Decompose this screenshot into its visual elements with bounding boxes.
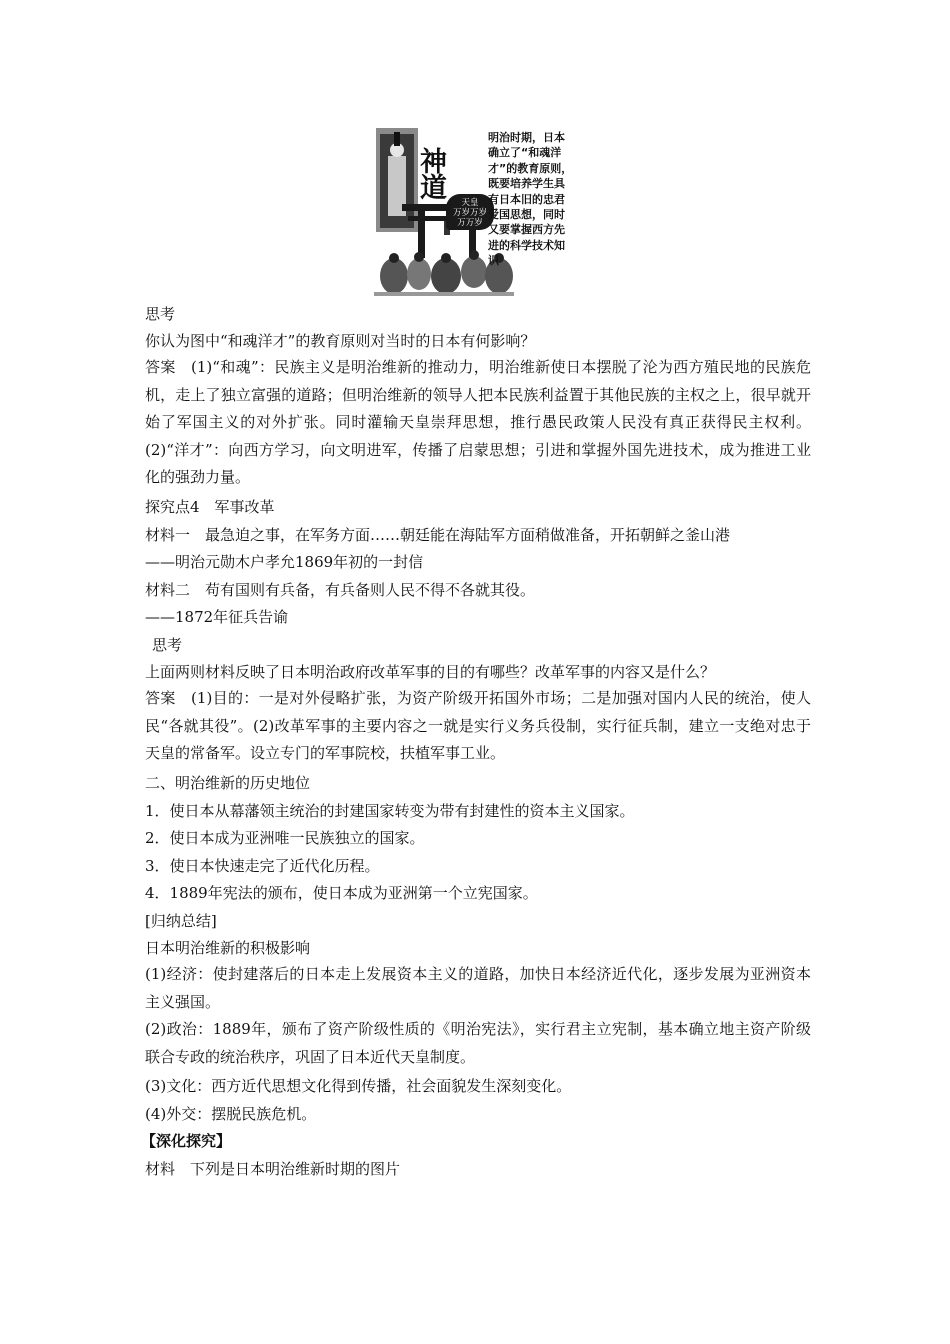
summary-economy: (1)经济：使封建落后的日本走上发展资本主义的道路，加快日本经济近代化，逐步发展为亚洲资本主义强国。 (145, 965, 811, 1011)
bubble-line: 万岁万岁 (452, 208, 487, 218)
material-one-source: ——明治元勋木户孝允1869年初的一封信 (145, 553, 424, 571)
summary-title: 日本明治维新的积极影响 (145, 939, 311, 957)
point4-answer: 答案 (1)目的：一是对外侵略扩张，为资产阶级开拓国外市场；二是加强对国内人民的统治，使人民“各就其役”。(2)改革军事的主要内容之一就是实行义务兵役制，实行征兵制，建立一支绝对忠于天皇的常备军。设立专门的军事院校，扶植军事工业。 (145, 689, 811, 763)
think-answer: 答案 (1)“和魂”：民族主义是明治维新的推动力，明治维新使日本摆脱了沦为西方殖民地的民族危机，走上了独立富强的道路；但明治维新的领导人把本民族利益置于其他民族的主权之上，很早就开始了军国主义的对外扩张。同时灌输天皇崇拜思想，推行愚民政策人民没有真正获得民主权利。(2)“洋才”：向西方学习，向文明进军，传播了启蒙思想；引进和掌握外国先进技术，成为推进工业化的强劲力量。 (145, 358, 811, 487)
section2-item: 1．使日本从幕藩领主统治的封建国家转变为带有封建性的资本主义国家。 (145, 802, 635, 820)
think-question: 你认为图中“和魂洋才”的教育原则对当时的日本有何影响？ (145, 332, 536, 350)
deep-label: 【深化探究】 (141, 1132, 232, 1150)
section2-item: 4．1889年宪法的颁布，使日本成为亚洲第一个立宪国家。 (145, 884, 538, 902)
section2-item: 2．使日本成为亚洲唯一民族独立的国家。 (145, 829, 425, 847)
bubble-line: 万万岁 (457, 218, 483, 228)
material-one: 材料一 最急迫之事，在军务方面……朝廷能在海陆军方面稍做准备，开拓朝鲜之釜山港 (145, 526, 731, 544)
bubble-line: 天皇 (461, 198, 479, 208)
summary-diplomacy: (4)外交：摆脱民族危机。 (145, 1105, 317, 1123)
section2-item: 3．使日本快速走完了近代化历程。 (145, 857, 380, 875)
summary-politics: (2)政治：1889年，颁布了资产阶级性质的《明治宪法》，实行君主立宪制，基本确立地主资产阶级联合专政的统治秩序，巩固了日本近代天皇制度。 (145, 1020, 811, 1066)
material-two-source: ——1872年征兵告谕 (145, 608, 289, 626)
do-character: 道 (420, 173, 447, 204)
illustration-caption: 明治时期，日本确立了“和魂洋才”的教育原则，既要培养学生具有日本旧的忠君爱国思想，同时又要掌握西方先进的科学技术知识 (488, 131, 573, 268)
summary-label: [归纳总结] (145, 912, 217, 930)
think-label-2: 思考 (152, 636, 183, 654)
speech-bubble (446, 194, 494, 230)
point4-title: 探究点4 军事改革 (145, 498, 275, 516)
material-two: 材料二 苟有国则有兵备，有兵备则人民不得不各就其役。 (145, 581, 536, 599)
point4-question: 上面两则材料反映了日本明治政府改革军事的目的有哪些？改革军事的内容又是什么？ (145, 663, 716, 681)
section2-title: 二、明治维新的历史地位 (145, 774, 311, 792)
think-label: 思考 (145, 305, 176, 323)
shin-character: 神 (420, 147, 447, 178)
deep-material: 材料 下列是日本明治维新时期的图片 (145, 1160, 401, 1178)
summary-culture: (3)文化：西方近代思想文化得到传播，社会面貌发生深刻变化。 (145, 1077, 572, 1095)
